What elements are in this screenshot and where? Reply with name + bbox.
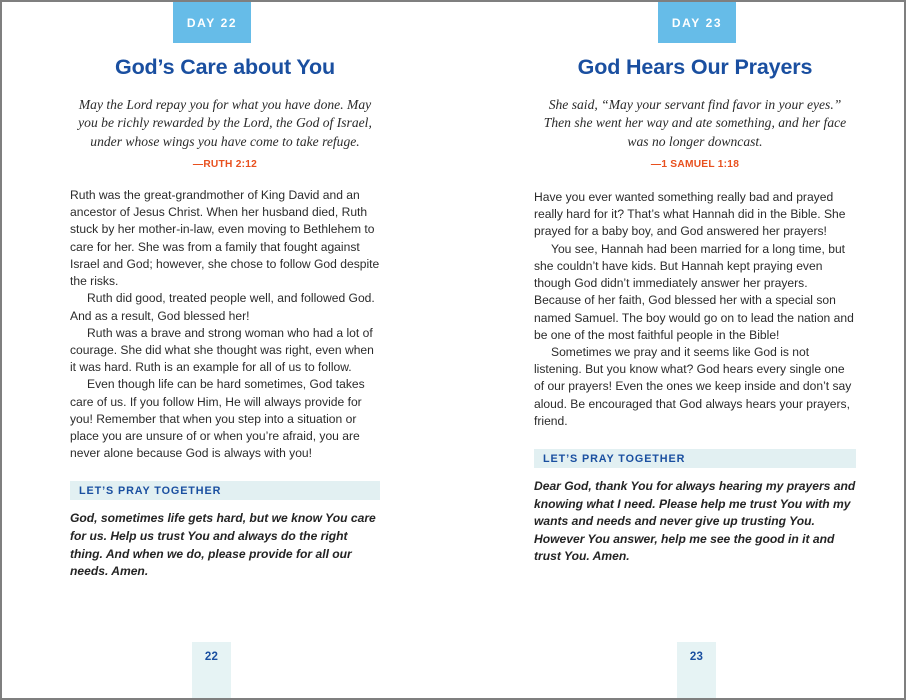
scripture-verse-right: She said, “May your servant find favor in your eyes.” Then she went her way and ate something, and her face was no longer downcast. <box>543 96 847 150</box>
body-paragraph: Ruth did good, treated people well, and followed God. And as a result, God blessed her! <box>70 291 375 323</box>
page-right-content <box>534 2 856 566</box>
body-paragraph: Have you ever wanted something really bad and prayed really hard for it? That’s what Hannah did in the Bible. She prayed for a baby boy, and God answered her prayers! <box>534 189 846 239</box>
devotional-body-right <box>534 189 856 430</box>
body-paragraph: Even though life can be hard sometimes, God takes care of us. If you follow Him, He will always provide for you! Remember that when you step into a situation or place you are unsure of or when you’re afraid, you are never alone because God is always with you! <box>70 377 365 461</box>
folio-tab-left <box>192 642 231 700</box>
body-paragraph: Ruth was the great-grandmother of King David and an ancestor of Jesus Christ. When her husband died, Ruth stuck by her mother-in-law, even moving to Bethlehem to care for her. She was from a family that fought against Israel and God; however, she chose to follow God despite the risks. <box>70 187 380 289</box>
body-paragraph: Sometimes we pray and it seems like God is not listening. But you know what? God hears every single one of our prayers! Even the ones we keep inside and don’t say aloud. Be encouraged that God always hears your prayers, friend. <box>534 344 852 428</box>
day-badge-right: DAY 23 <box>658 2 736 43</box>
devotional-title-right: God Hears Our Prayers <box>577 55 813 79</box>
body-paragraph: Ruth was a brave and strong woman who had a lot of courage. She did what she thought was right, even when it was hard. Ruth is an example for all of us to follow. <box>70 325 374 375</box>
day-badge-left: DAY 22 <box>173 2 251 43</box>
page-number-left: 22 <box>204 651 219 663</box>
scripture-citation-left: —RUTH 2:12 <box>192 158 258 170</box>
page-left <box>2 2 455 700</box>
devotional-body-left <box>70 187 380 463</box>
pray-together-label: LET’S PRAY TOGETHER <box>79 484 222 497</box>
scripture-verse-left: May the Lord repay you for what you have done. May you be richly rewarded by the Lord, the God of Israel, under whose wings you have come to take refuge. <box>78 96 372 150</box>
folio-tab-right <box>677 642 716 700</box>
prayer-text-right: Dear God, thank You for always hearing my prayers and knowing what I need. Please help me trust You with my wants and needs and never give up trusting You. However You answer, help me see the good in it and trust You. Amen. <box>534 479 856 564</box>
page-left-content <box>70 2 380 581</box>
scripture-citation-right: —1 SAMUEL 1:18 <box>650 158 740 170</box>
pray-together-label: LET’S PRAY TOGETHER <box>543 452 686 465</box>
page-number-right: 23 <box>689 651 704 663</box>
prayer-text-left: God, sometimes life gets hard, but we know You care for us. Help us trust You and always do the right thing. And when we do, please provide for all our needs. Amen. <box>70 511 376 579</box>
body-paragraph: You see, Hannah had been married for a long time, but she couldn’t have kids. But Hannah kept praying even though God didn’t immediately answer her prayers. Because of her faith, God blessed her with a special son named Samuel. The boy would go on to lead the nation and be one of the most faithful people in the Bible! <box>534 241 854 342</box>
devotional-title-left: God’s Care about You <box>115 55 335 79</box>
pray-together-band-right <box>534 449 856 468</box>
page-right <box>455 2 906 700</box>
pray-together-band-left <box>70 481 380 500</box>
